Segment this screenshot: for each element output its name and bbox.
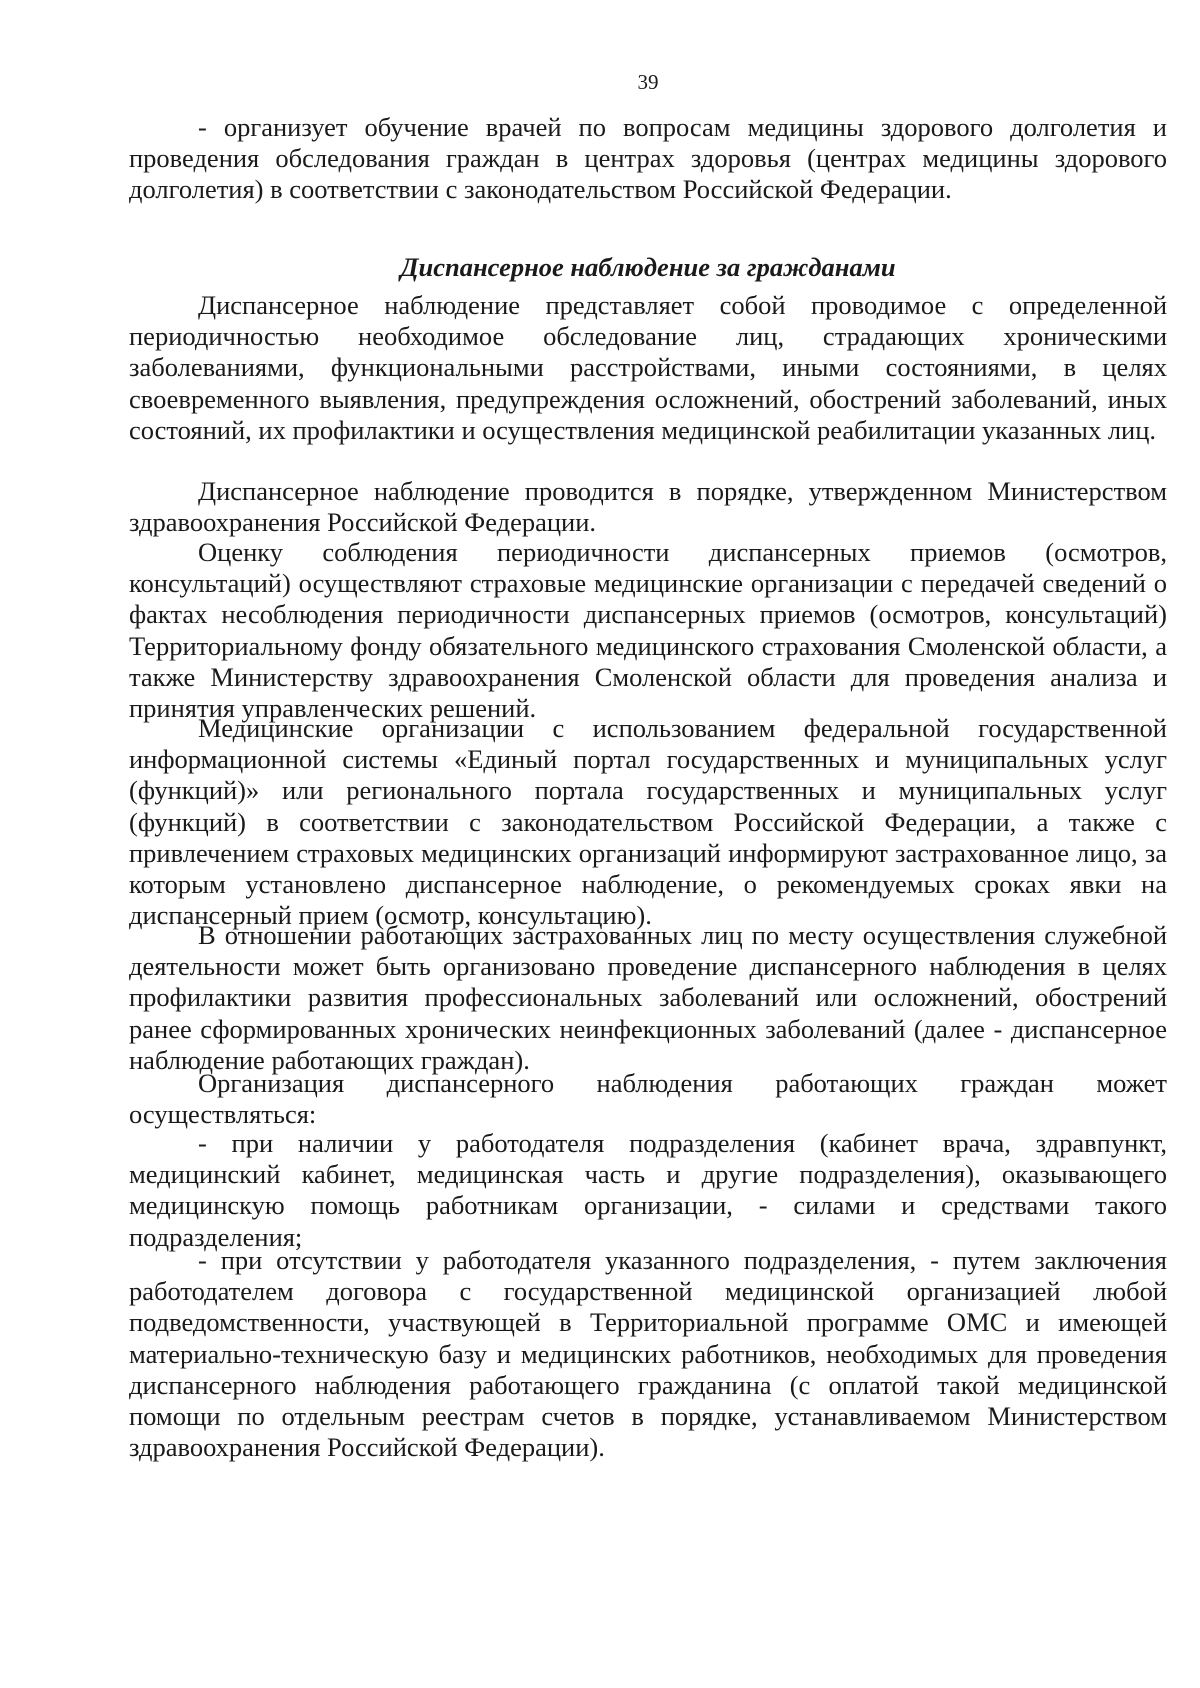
page-number: 39 [637, 70, 659, 94]
paragraph-5: В отношении работающих застрахованных лиц по месту осуществления служебной деятельности может быть организовано проведение диспансерного наблюдения в целях профилактики развития профессиональных заболеваний или осложнений, обострений ранее сформированных хронических неинфекционных заболеваний (далее - диспансерное наблюдение работающих граждан). [129, 920, 1167, 1075]
intro-paragraph: - организует обучение врачей по вопросам медицины здорового долголетия и проведения обследования граждан в центрах здоровья (центрах медицины здорового долголетия) в соответствии с законодательством Российской Федерации. [129, 112, 1167, 205]
paragraph-3: Оценку соблюдения периодичности диспансерных приемов (осмотров, консультаций) осуществляют страховые медицинские организации с передачей сведений о фактах несоблюдения периодичности диспансерных приемов (осмотров, консультаций) Территориальному фонду обязательного медицинского страхования Смоленской области, а также Министерству здравоохранения Смоленской области для проведения анализа и принятия управленческих решений. [129, 537, 1167, 724]
paragraph-6: Организация диспансерного наблюдения работающих граждан может осуществляться: [129, 1068, 1167, 1130]
paragraph-7: - при наличии у работодателя подразделения (кабинет врача, здравпункт, медицинский кабинет, медицинская часть и другие подразделения), оказывающего медицинскую помощь работникам организации, - силами и средствами такого подразделения; [129, 1128, 1167, 1252]
section-heading: Диспансерное наблюдение за гражданами [400, 252, 896, 282]
paragraph-1: Диспансерное наблюдение представляет собой проводимое с определенной периодичностью необходимое обследование лиц, страдающих хроническими заболеваниями, функциональными расстройствами, иными состояниями, в целях своевременного выявления, предупреждения осложнений, обострений заболеваний, иных состояний, их профилактики и осуществления медицинской реабилитации указанных лиц. [129, 290, 1167, 445]
paragraph-4: Медицинские организации с использованием федеральной государственной информационной системы «Единый портал государственных и муниципальных услуг (функций)» или регионального портала государственных и муниципальных услуг (функций) в соответствии с законодательством Российской Федерации, а также с привлечением страховых медицинских организаций информируют застрахованное лицо, за которым установлено диспансерное наблюдение, о рекомендуемых сроках явки на диспансерный прием (осмотр, консультацию). [129, 713, 1167, 931]
paragraph-2: Диспансерное наблюдение проводится в порядке, утвержденном Министерством здравоохранения Российской Федерации. [129, 476, 1167, 538]
paragraph-8: - при отсутствии у работодателя указанного подразделения, - путем заключения работодателем договора с государственной медицинской организацией любой подведомственности, участвующей в Территориальной программе ОМС и имеющей материально-техническую базу и медицинских работников, необходимых для проведения диспансерного наблюдения работающего гражданина (с оплатой такой медицинской помощи по отдельным реестрам счетов в порядке, устанавливаемом Министерством здравоохранения Российской Федерации). [129, 1245, 1167, 1463]
